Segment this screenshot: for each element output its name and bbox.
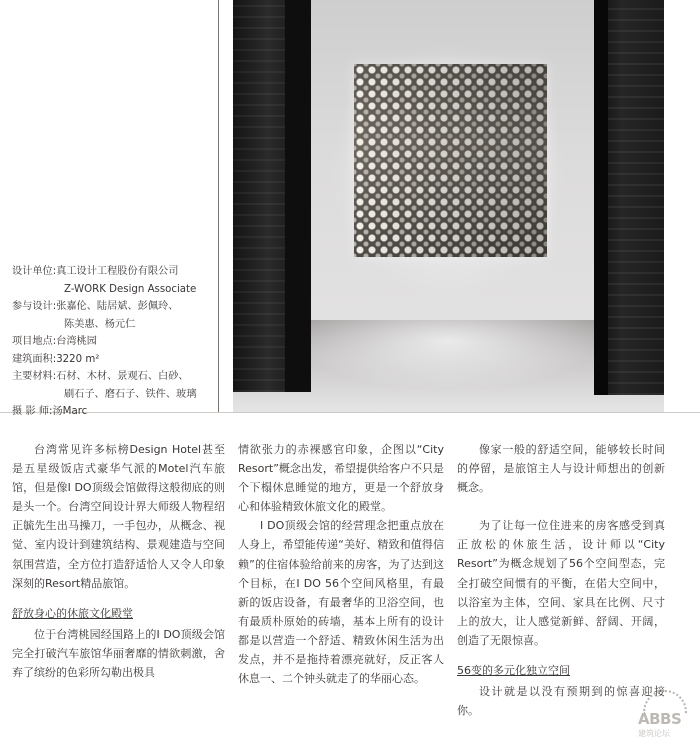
credit-materials-cont <box>12 386 216 404</box>
credit-materials <box>12 368 216 386</box>
photo-floor-reflection <box>293 320 603 390</box>
watermark-text: ABBS <box>638 710 682 728</box>
credit-label: 主要材料: <box>12 371 57 382</box>
lobby-photo <box>233 0 664 412</box>
photo-left-column-edge <box>285 0 311 392</box>
credit-value: 汤Marc <box>52 406 88 417</box>
article-paragraph: 情欲张力的赤裸感官印象，企图以“City Resort”概念出发，希望提供给客户不只是个下榻休息睡觉的地方，更是一个舒放身心和体验精致休旅文化的殿堂。 <box>238 443 444 514</box>
section-heading: 舒放身心的休旅文化殿堂 <box>12 606 133 620</box>
credit-photographer <box>12 403 216 421</box>
credit-value: 台湾桃园 <box>56 336 97 347</box>
credit-value: 刷石子、磨石子、铁件、玻璃 <box>64 388 197 400</box>
credit-design-unit <box>12 263 216 281</box>
article-paragraph: 设计就是以没有预期到的惊喜迎接你。 <box>457 685 665 718</box>
project-credits <box>12 263 216 421</box>
credit-value: 真工设计工程股份有限公司 <box>56 266 179 277</box>
credit-label: 项目地点: <box>12 336 57 347</box>
credit-value: 张嘉伦、陆居斌、彭佩玲、 <box>56 301 179 312</box>
credit-location <box>12 333 216 351</box>
credit-label: 参与设计: <box>12 301 57 312</box>
article-paragraph: 像家一般的舒适空间，能够较长时间的停留，是旅馆主人与设计师想出的创新概念。 <box>457 443 665 495</box>
article-paragraph: 为了让每一位住进来的房客感受到真正放松的休旅生活，设计师以“City Resort”为概念规划了56个空间型态，完全打破空间惯有的平衡，在偌大空间中，以浴室为主体，空间、家具在比例、尺寸上的放大，让人感觉新鲜、舒阔、开阔，创造了无限惊喜。 <box>457 519 665 647</box>
watermark-subtext: 建筑论坛 <box>638 729 670 738</box>
credit-area <box>12 351 216 369</box>
article-column-3 <box>457 440 665 720</box>
credit-participants <box>12 298 216 316</box>
credit-value: 石材、木材、景观石、白砂、 <box>56 371 189 382</box>
credit-design-unit-en <box>12 281 216 299</box>
credit-label: 建筑面积: <box>12 353 57 365</box>
article-column-2 <box>238 440 444 688</box>
credit-value: Z-WORK Design Associate <box>64 283 197 295</box>
credit-value: 陈美惠、杨元仁 <box>64 318 136 330</box>
credit-label: 摄 影 师: <box>12 406 53 417</box>
article-paragraph: I DO顶级会馆的经营理念把重点放在人身上，希望能传递“美好、精致和值得信赖”的住宿体验给前来的房客，为了达到这个目标，在I DO 56个空间风格里，有最新的饭店设备，有最奢华的卫浴空间，也有最质朴原始的砖墙，基本上所有的设计都是以营造一个舒适、精致休闲生活为出发点，并不是拖持着漂亮就好，反正客人休息一、二个钟头就走了的华丽心态。 <box>238 519 444 686</box>
article-paragraph: 位于台湾桃园经国路上的I DO顶级会馆完全打破汽车旅馆华丽奢靡的情欲刺激，舍弃了缤纷的色彩所勾勒出极具 <box>12 627 225 680</box>
watermark-logo <box>634 688 696 742</box>
photo-art-shade <box>354 64 547 257</box>
section-heading: 56变的多元化独立空间 <box>457 663 570 677</box>
credit-value: 3220 m² <box>56 353 100 365</box>
column-divider <box>218 0 219 412</box>
photo-right-column-edge <box>594 0 608 395</box>
article-paragraph: 台湾常见许多标榜Design Hotel甚至是五星级饭店式豪华气派的Motel汽车旅馆，但是像I DO顶级会馆做得这般彻底的则是头一个。台湾空间设计界大师级人物程绍正毓先生出马操刀，一手包办，从概念、视觉、室内设计到建筑结构、景观建造与空间氛围营造，全方位打造舒适恰人又令人印象深刻的Resort精品旅馆。 <box>12 443 225 590</box>
credit-label: 设计单位: <box>12 266 57 277</box>
article-column-1 <box>12 440 225 682</box>
credit-participants-cont <box>12 316 216 334</box>
